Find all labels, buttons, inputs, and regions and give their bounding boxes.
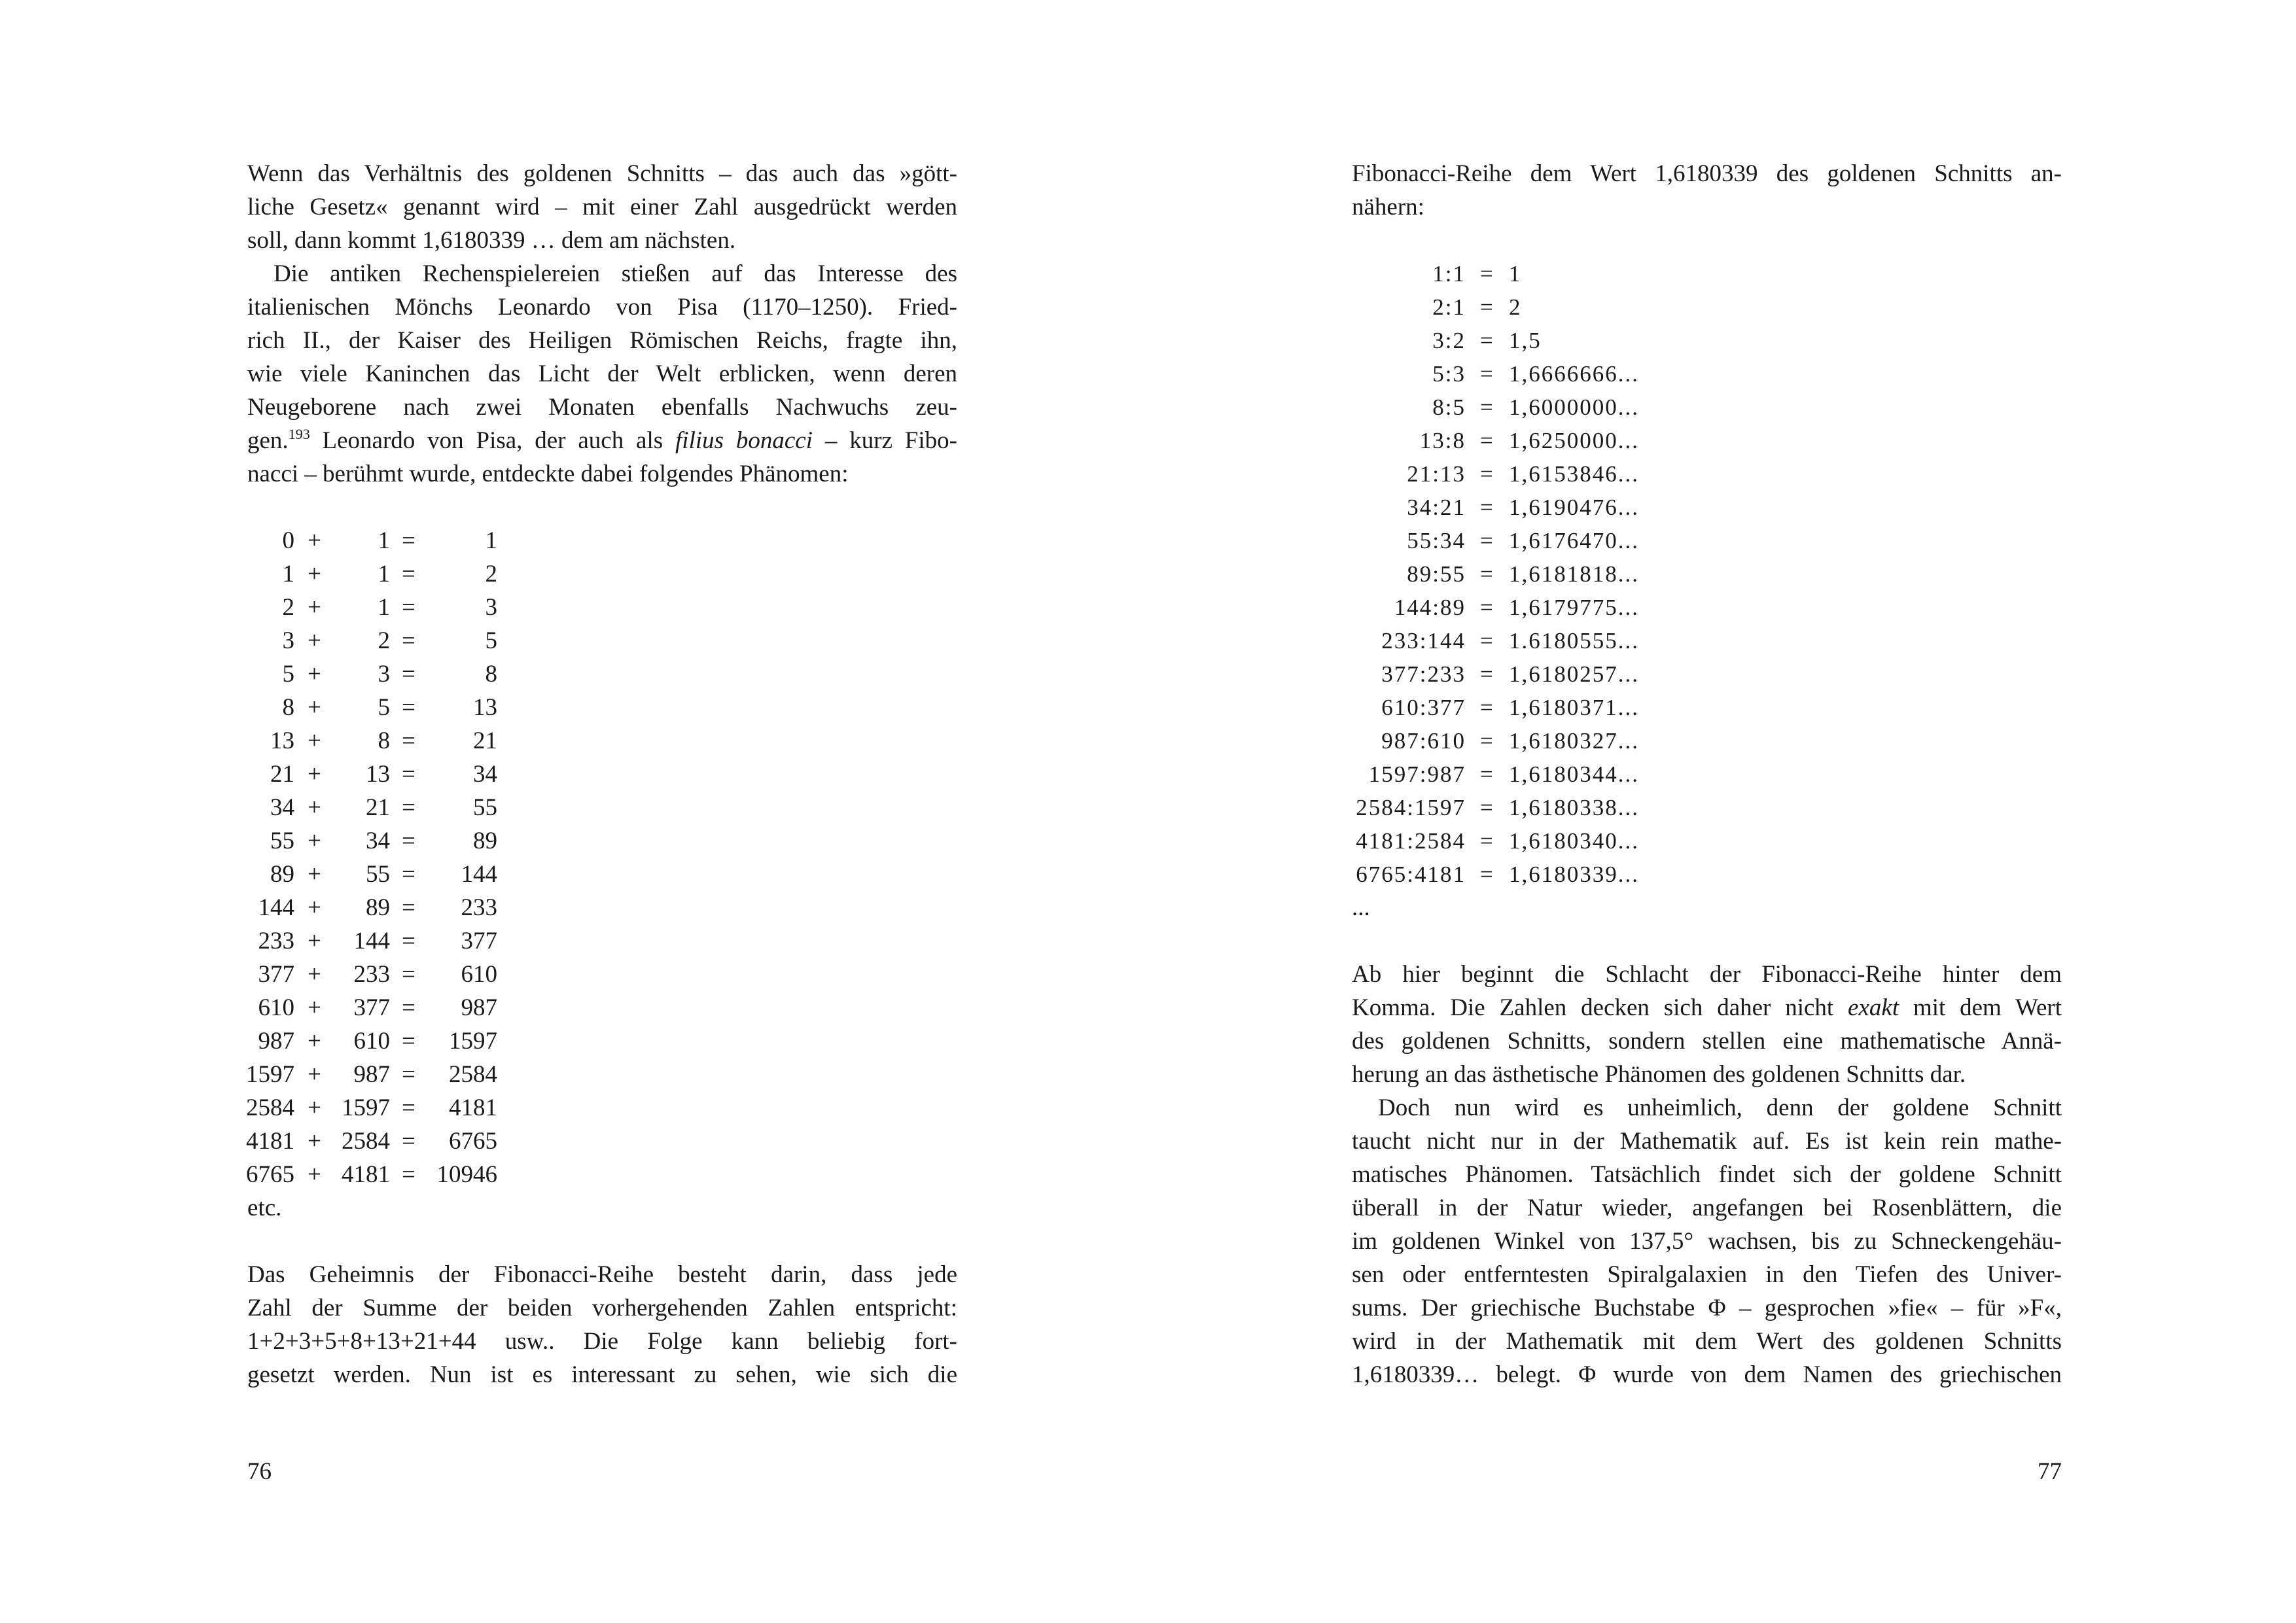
text-line — [247, 391, 957, 424]
table-row — [247, 924, 957, 958]
sum: 1597 — [449, 1028, 497, 1055]
addend-b: 233 — [353, 961, 390, 988]
addend-a: 21 — [270, 761, 294, 788]
plus-sign: + — [308, 761, 321, 788]
text-line — [247, 1325, 957, 1358]
table-row — [247, 691, 957, 724]
sum: 5 — [485, 627, 497, 654]
ratio-value: 1,6180327... — [1509, 728, 1639, 754]
equals-sign: = — [402, 928, 415, 954]
equals-sign: = — [1480, 561, 1494, 587]
addend-b: 55 — [366, 861, 390, 888]
table-row — [247, 524, 957, 557]
text-segment: sums. Der griechische Buchstabe Φ – gesprochen »fie« – für »F«, — [1352, 1295, 2062, 1321]
equals-sign: = — [402, 661, 415, 688]
equals-sign: = — [1480, 261, 1494, 287]
ratio: 6765:4181 — [1356, 862, 1466, 887]
table-row — [1352, 624, 2062, 657]
addend-a: 3 — [282, 627, 294, 654]
equals-sign: = — [402, 861, 415, 888]
ratio-value: 1,6179775... — [1509, 595, 1639, 620]
equals-sign: = — [402, 828, 415, 854]
text-line — [1352, 991, 2062, 1024]
equals-sign: = — [402, 694, 415, 721]
equals-sign: = — [402, 1161, 415, 1188]
addend-b: 610 — [353, 1028, 390, 1055]
footnote-reference: 193 — [288, 426, 310, 442]
plus-sign: + — [308, 1128, 321, 1155]
ratio: 144:89 — [1394, 595, 1466, 620]
text-line — [1352, 1125, 2062, 1158]
table-row — [247, 858, 957, 891]
text-segment: nähern: — [1352, 194, 1424, 220]
table-row — [247, 557, 957, 591]
table-row — [247, 791, 957, 824]
table-row — [1352, 724, 2062, 758]
equals-sign: = — [1480, 795, 1494, 820]
addend-a: 55 — [270, 828, 294, 854]
plus-sign: + — [308, 627, 321, 654]
addend-b: 89 — [366, 894, 390, 921]
text-segment: des goldenen Schnitts, sondern stellen eine mathematische Annä- — [1352, 1028, 2062, 1055]
text-segment: soll, dann kommt 1,6180339 … dem am nächsten. — [247, 227, 736, 254]
table-row — [1352, 424, 2062, 457]
text-segment: 1+2+3+5+8+13+21+44 usw.. Die Folge kann beliebig fort- — [247, 1328, 957, 1355]
plus-sign: + — [308, 527, 321, 554]
table-row — [1352, 491, 2062, 524]
table-row — [1352, 290, 2062, 324]
paragraph — [1352, 1091, 2062, 1391]
ratio: 21:13 — [1407, 461, 1466, 487]
ratio-value: 1,6153846... — [1509, 461, 1639, 487]
equals-sign: = — [402, 894, 415, 921]
table-row — [247, 758, 957, 791]
text-line — [1352, 1258, 2062, 1291]
equals-sign: = — [402, 794, 415, 821]
addend-b: 987 — [353, 1061, 390, 1088]
equals-sign: = — [402, 761, 415, 788]
addend-a: 8 — [282, 694, 294, 721]
addend-a: 610 — [258, 994, 294, 1021]
text-line — [247, 157, 957, 190]
table-row — [1352, 557, 2062, 591]
addend-a: 2584 — [246, 1094, 294, 1121]
table-row — [247, 591, 957, 624]
equals-sign: = — [1480, 862, 1494, 887]
text-line — [247, 190, 957, 224]
page-number-right: 77 — [2038, 1458, 2062, 1485]
text-segment: Wenn das Verhältnis des goldenen Schnitts – das auch das »gött- — [247, 160, 957, 187]
text-segment: Zahl der Summe der beiden vorhergehenden Zahlen entspricht: — [247, 1295, 957, 1321]
sum: 233 — [461, 894, 497, 921]
table-row — [1352, 691, 2062, 724]
addend-a: 13 — [270, 727, 294, 754]
text-line — [1352, 190, 2062, 224]
italic-text: exakt — [1848, 994, 1899, 1021]
addend-b: 13 — [366, 761, 390, 788]
equals-sign: = — [1480, 728, 1494, 754]
text-line — [247, 1358, 957, 1391]
ratio-value: 1,6180338... — [1509, 795, 1639, 820]
ratio-value: 1,6180257... — [1509, 661, 1639, 687]
ratio: 1:1 — [1432, 261, 1466, 287]
text-segment: 1,6180339… belegt. Φ wurde von dem Namen des griechischen — [1352, 1361, 2062, 1388]
addend-b: 1 — [378, 527, 390, 554]
table-row — [247, 1125, 957, 1158]
equals-sign: = — [1480, 361, 1494, 387]
ratio-value: 1,6180344... — [1509, 761, 1639, 787]
ratio-value: 1,6666666... — [1509, 361, 1639, 387]
ratio: 34:21 — [1407, 495, 1466, 520]
sum: 6765 — [449, 1128, 497, 1155]
ratio: 610:377 — [1381, 695, 1466, 720]
text-line — [247, 357, 957, 391]
table-row — [247, 991, 957, 1024]
left-page — [247, 157, 957, 1391]
table-row — [1352, 591, 2062, 624]
addend-a: 4181 — [246, 1128, 294, 1155]
plus-sign: + — [308, 727, 321, 754]
addend-a: 34 — [270, 794, 294, 821]
sum: 89 — [473, 828, 497, 854]
table-row — [1352, 657, 2062, 691]
equals-sign: = — [402, 527, 415, 554]
page-number-left: 76 — [247, 1458, 272, 1485]
text-segment: Neugeborene nach zwei Monaten ebenfalls Nachwuchs zeu- — [247, 394, 957, 421]
fibonacci-ratio-table — [1352, 257, 2062, 891]
ratio-value: 1,5 — [1509, 328, 1542, 353]
equals-sign: = — [1480, 394, 1494, 420]
addend-a: 1 — [282, 561, 294, 587]
paragraph — [1352, 157, 2062, 224]
equals-sign: = — [1480, 495, 1494, 520]
text-segment: Komma. Die Zahlen decken sich daher nicht — [1352, 994, 1848, 1021]
plus-sign: + — [308, 828, 321, 854]
ratio: 4181:2584 — [1356, 828, 1466, 854]
table-row — [1352, 758, 2062, 791]
ratio: 5:3 — [1432, 361, 1466, 387]
addend-a: 987 — [258, 1028, 294, 1055]
sum: 3 — [485, 594, 497, 621]
addend-b: 1597 — [342, 1094, 390, 1121]
plus-sign: + — [308, 561, 321, 587]
text-line — [1352, 1091, 2062, 1125]
text-segment: Leonardo von Pisa, der auch als — [309, 427, 676, 454]
ratio-value: 1,6000000... — [1509, 394, 1639, 420]
plus-sign: + — [308, 1028, 321, 1055]
plus-sign: + — [308, 961, 321, 988]
text-line — [1352, 1158, 2062, 1191]
text-line — [1352, 1291, 2062, 1325]
addend-b: 144 — [353, 928, 390, 954]
italic-text: filius bonacci — [675, 427, 813, 454]
addend-a: 6765 — [246, 1161, 294, 1188]
text-segment: wird in der Mathematik mit dem Wert des goldenen Schnitts — [1352, 1328, 2062, 1355]
equals-sign: = — [1480, 695, 1494, 720]
text-line — [247, 290, 957, 324]
sum: 144 — [461, 861, 497, 888]
text-line — [1352, 958, 2062, 991]
table-row — [247, 624, 957, 657]
paragraph — [1352, 958, 2062, 1091]
text-segment: Das Geheimnis der Fibonacci-Reihe besteht darin, dass jede — [247, 1261, 957, 1288]
plus-sign: + — [308, 994, 321, 1021]
ratio-value: 2 — [1509, 294, 1522, 320]
addend-a: 377 — [258, 961, 294, 988]
equals-sign: = — [1480, 461, 1494, 487]
equals-sign: = — [402, 627, 415, 654]
text-segment: Fibonacci-Reihe dem Wert 1,6180339 des goldenen Schnitts an- — [1352, 160, 2062, 187]
equals-sign: = — [1480, 661, 1494, 687]
ratio: 987:610 — [1381, 728, 1466, 754]
plus-sign: + — [308, 1161, 321, 1188]
text-line — [247, 257, 957, 290]
text-line — [247, 457, 957, 491]
sum: 10946 — [436, 1161, 497, 1188]
text-segment: mit dem Wert — [1899, 994, 2062, 1021]
sum: 2 — [485, 561, 497, 587]
spacer — [247, 1225, 957, 1258]
equals-sign: = — [1480, 628, 1494, 654]
addend-b: 1 — [378, 594, 390, 621]
sum: 34 — [473, 761, 497, 788]
sum: 1 — [485, 527, 497, 554]
table-row — [247, 958, 957, 991]
addend-b: 8 — [378, 727, 390, 754]
ratio-value: 1 — [1509, 261, 1522, 287]
ratio-value: 1,6180371... — [1509, 695, 1639, 720]
table-row — [247, 824, 957, 858]
text-segment: matisches Phänomen. Tatsächlich findet sich der goldene Schnitt — [1352, 1161, 2062, 1188]
sum: 55 — [473, 794, 497, 821]
sum: 377 — [461, 928, 497, 954]
text-segment: Ab hier beginnt die Schlacht der Fibonacci-Reihe hinter dem — [1352, 961, 2062, 988]
plus-sign: + — [308, 694, 321, 721]
text-line — [247, 1258, 957, 1291]
text-segment: gen. — [247, 427, 289, 454]
etc-label: etc. — [247, 1195, 282, 1221]
equals-sign: = — [1480, 328, 1494, 353]
text-segment: gesetzt werden. Nun ist es interessant zu sehen, wie sich die — [247, 1361, 957, 1388]
addend-b: 377 — [353, 994, 390, 1021]
ratio: 1597:987 — [1368, 761, 1466, 787]
addend-a: 0 — [282, 527, 294, 554]
sum: 13 — [473, 694, 497, 721]
equals-sign: = — [402, 561, 415, 587]
ratio: 55:34 — [1407, 528, 1466, 553]
text-line — [247, 1291, 957, 1325]
ratio: 13:8 — [1419, 428, 1466, 453]
table-row — [247, 1058, 957, 1091]
equals-sign: = — [402, 594, 415, 621]
addend-b: 4181 — [342, 1161, 390, 1188]
plus-sign: + — [308, 1094, 321, 1121]
plus-sign: + — [308, 928, 321, 954]
text-segment: sen oder entferntesten Spiralgalaxien in den Tiefen des Univer- — [1352, 1261, 2062, 1288]
sum: 4181 — [449, 1094, 497, 1121]
plus-sign: + — [308, 861, 321, 888]
paragraph — [247, 157, 957, 257]
equals-sign: = — [402, 1028, 415, 1055]
ratio: 377:233 — [1381, 661, 1466, 687]
addend-b: 21 — [366, 794, 390, 821]
ratio: 8:5 — [1432, 394, 1466, 420]
addend-b: 5 — [378, 694, 390, 721]
spacer — [1352, 924, 2062, 958]
right-page — [1352, 157, 2062, 1391]
paragraph — [247, 1258, 957, 1391]
text-line — [1352, 1058, 2062, 1091]
ratio-value: 1,6176470... — [1509, 528, 1639, 553]
equals-sign: = — [402, 994, 415, 1021]
equals-sign: = — [1480, 428, 1494, 453]
text-line — [1352, 1225, 2062, 1258]
equals-sign: = — [402, 1128, 415, 1155]
text-line — [1352, 1358, 2062, 1391]
plus-sign: + — [308, 794, 321, 821]
text-segment: nacci – berühmt wurde, entdeckte dabei folgendes Phänomen: — [247, 461, 849, 487]
equals-sign: = — [402, 1094, 415, 1121]
ratio: 233:144 — [1381, 628, 1466, 654]
table-row — [1352, 824, 2062, 858]
equals-sign: = — [1480, 761, 1494, 787]
addend-a: 233 — [258, 928, 294, 954]
table-row — [1352, 524, 2062, 557]
sum: 8 — [485, 661, 497, 688]
table-row — [247, 724, 957, 758]
equals-sign: = — [1480, 595, 1494, 620]
spacer — [247, 491, 957, 524]
equals-sign: = — [402, 961, 415, 988]
ratio-value: 1,6190476... — [1509, 495, 1639, 520]
table-row — [1352, 357, 2062, 391]
ratio-value: 1,6180339... — [1509, 862, 1639, 887]
table-row — [1352, 257, 2062, 290]
table-row — [247, 1158, 957, 1191]
table-row — [1352, 457, 2062, 491]
equals-sign: = — [402, 727, 415, 754]
text-line — [1352, 157, 2062, 190]
text-segment: Doch nun wird es unheimlich, denn der goldene Schnitt — [1378, 1094, 2062, 1121]
addend-a: 144 — [258, 894, 294, 921]
text-segment: wie viele Kaninchen das Licht der Welt erblicken, wenn deren — [247, 360, 957, 387]
ratio: 3:2 — [1432, 328, 1466, 353]
addend-a: 5 — [282, 661, 294, 688]
ratio-value: 1,6181818... — [1509, 561, 1639, 587]
ratio-ellipsis: ... — [1352, 894, 1370, 921]
ratio: 2:1 — [1432, 294, 1466, 320]
text-segment: taucht nicht nur in der Mathematik auf. Es ist kein rein mathe- — [1352, 1128, 2062, 1155]
table-row — [247, 1024, 957, 1058]
addend-b: 2 — [378, 627, 390, 654]
equals-sign: = — [1480, 294, 1494, 320]
addend-a: 2 — [282, 594, 294, 621]
spacer — [1352, 224, 2062, 257]
ratio-value: 1.6180555... — [1509, 628, 1639, 654]
sum: 610 — [461, 961, 497, 988]
text-line — [247, 324, 957, 357]
addend-a: 89 — [270, 861, 294, 888]
text-segment: herung an das ästhetische Phänomen des goldenen Schnitts dar. — [1352, 1061, 1966, 1088]
text-line — [1352, 1191, 2062, 1225]
text-segment: im goldenen Winkel von 137,5° wachsen, bis zu Schneckengehäu- — [1352, 1228, 2062, 1255]
text-line — [247, 424, 957, 457]
plus-sign: + — [308, 894, 321, 921]
ratio: 89:55 — [1407, 561, 1466, 587]
text-segment: italienischen Mönchs Leonardo von Pisa (1170–1250). Fried- — [247, 294, 957, 321]
text-line — [1352, 1325, 2062, 1358]
text-segment: überall in der Natur wieder, angefangen bei Rosenblättern, die — [1352, 1195, 2062, 1221]
text-segment: rich II., der Kaiser des Heiligen Römischen Reichs, fragte ihn, — [247, 327, 957, 354]
text-segment: – kurz Fibo- — [813, 427, 957, 454]
equals-sign: = — [1480, 528, 1494, 553]
plus-sign: + — [308, 1061, 321, 1088]
table-row — [247, 657, 957, 691]
paragraph — [247, 257, 957, 491]
plus-sign: + — [308, 594, 321, 621]
addend-b: 3 — [378, 661, 390, 688]
text-line — [247, 224, 957, 257]
text-segment: liche Gesetz« genannt wird – mit einer Zahl ausgedrückt werden — [247, 194, 957, 220]
text-segment: Die antiken Rechenspielereien stießen auf das Interesse des — [274, 260, 957, 287]
equals-sign: = — [1480, 828, 1494, 854]
fibonacci-addition-table — [247, 524, 957, 1191]
ratio: 2584:1597 — [1356, 795, 1466, 820]
equals-sign: = — [402, 1061, 415, 1088]
table-row — [1352, 858, 2062, 891]
text-line — [1352, 1024, 2062, 1058]
addend-b: 2584 — [342, 1128, 390, 1155]
table-row — [247, 891, 957, 924]
table-row — [1352, 324, 2062, 357]
addend-b: 1 — [378, 561, 390, 587]
ratio-value: 1,6180340... — [1509, 828, 1639, 854]
table-row — [247, 1091, 957, 1125]
sum: 2584 — [449, 1061, 497, 1088]
table-row — [1352, 391, 2062, 424]
ratio-value: 1,6250000... — [1509, 428, 1639, 453]
addend-a: 1597 — [246, 1061, 294, 1088]
plus-sign: + — [308, 661, 321, 688]
addend-b: 34 — [366, 828, 390, 854]
sum: 21 — [473, 727, 497, 754]
sum: 987 — [461, 994, 497, 1021]
table-row — [1352, 791, 2062, 824]
